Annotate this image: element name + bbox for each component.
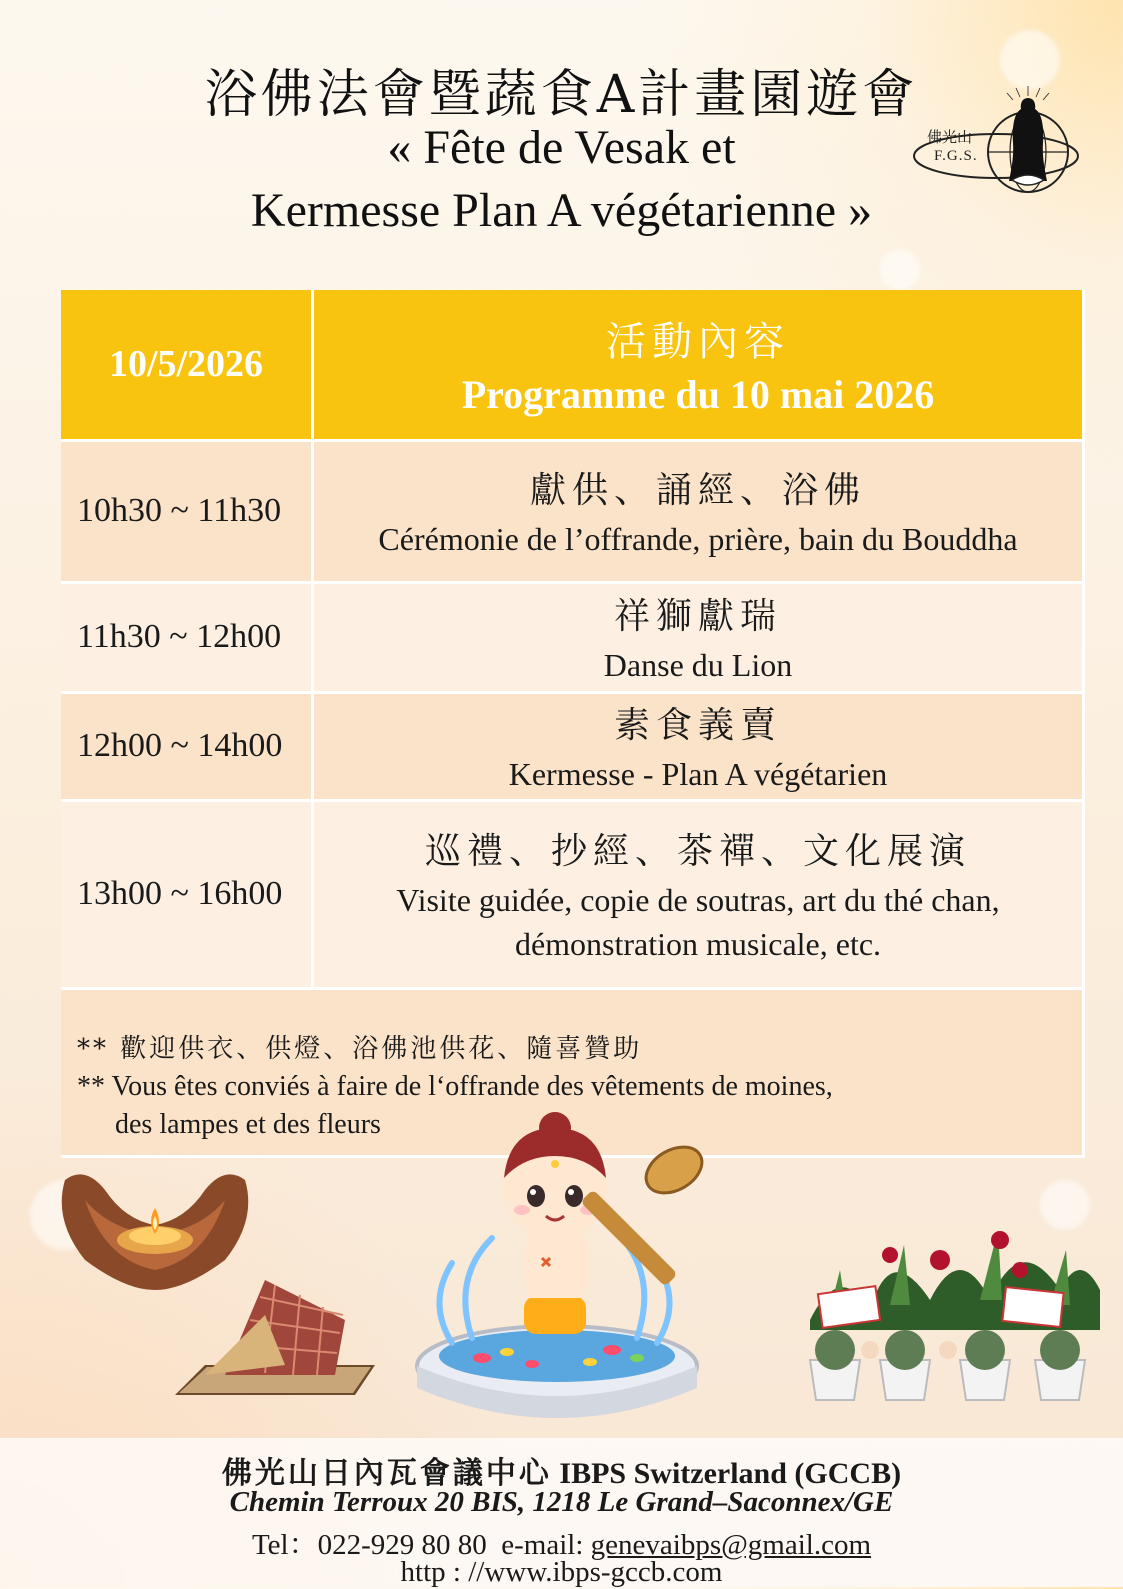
table-row [61,692,1084,800]
row-time: 11h30 ~ 12h00 [61,582,313,692]
footer-address: Chemin Terroux 20 BIS, 1218 Le Grand–Saconnex/GE [229,1486,894,1518]
table-header-row [61,290,1084,440]
flower-pots-icon [790,1200,1110,1410]
logo-text-chinese: 佛光山 [927,128,973,146]
row-time: 10h30 ~ 11h30 [61,440,313,582]
programme-table [61,290,1085,1158]
activity-french: Cérémonie de l’offrande, prière, bain du Bouddha [378,520,1018,557]
row-activity [313,582,1084,692]
organization-name-english: IBPS Switzerland (GCCB) [559,1457,902,1490]
email-label: e-mail: [501,1529,584,1561]
date-cell [61,290,313,440]
logo-text-english: F.G.S. [934,148,978,164]
folded-robe-icon [165,1275,385,1415]
email-link[interactable]: genevaibps@gmail.com [590,1529,872,1561]
activity-chinese: 巡禮、抄經、茶禪、文化展演 [424,830,971,872]
page-title-french-line1: « Fête de Vesak et [387,121,736,174]
offering-note-chinese: ** 歡迎供衣、供燈、浴佛池供花、隨喜贊助 [77,1034,643,1064]
activity-french: Visite guidée, copie de soutras, art du thé chan, [396,881,1000,918]
bokeh-light [880,250,920,290]
bathing-buddha-icon [412,1108,782,1428]
website-link[interactable]: http : //www.ibps-gccb.com [400,1556,723,1588]
telephone: Tel：022-929 80 80 [251,1529,487,1561]
activity-french: Kermesse - Plan A végétarien [508,755,888,792]
programme-heading-french: Programme du 10 mai 2026 [461,372,935,418]
activity-chinese: 祥獅獻瑞 [613,595,782,637]
offering-note-french-line2: des lampes et des fleurs [115,1109,381,1140]
page-title-chinese: 浴佛法會暨蔬食A計畫園遊會 [204,65,919,125]
page-title-french-line2: Kermesse Plan A végétarienne » [250,184,873,237]
row-activity [313,800,1084,988]
table-row [61,582,1084,692]
offering-note-french-line1: ** Vous êtes conviés à faire de l‘offrande des vêtements de moines, [77,1071,833,1102]
row-time: 13h00 ~ 16h00 [61,800,313,988]
row-time: 12h00 ~ 14h00 [61,692,313,800]
event-date: 10/5/2026 [108,343,264,386]
row-activity [313,440,1084,582]
activity-chinese: 素食義賣 [613,704,782,746]
table-row [61,800,1084,988]
organization-name-chinese: 佛光山日內瓦會議中心 [221,1456,552,1491]
table-row [61,440,1084,582]
programme-heading-chinese: 活動內容 [606,319,790,366]
programme-heading-cell [313,290,1084,440]
activity-french-line2: démonstration musicale, etc. [514,925,882,962]
activity-chinese: 獻供、誦經、浴佛 [529,469,866,511]
activity-french: Danse du Lion [603,646,793,683]
row-activity [313,692,1084,800]
